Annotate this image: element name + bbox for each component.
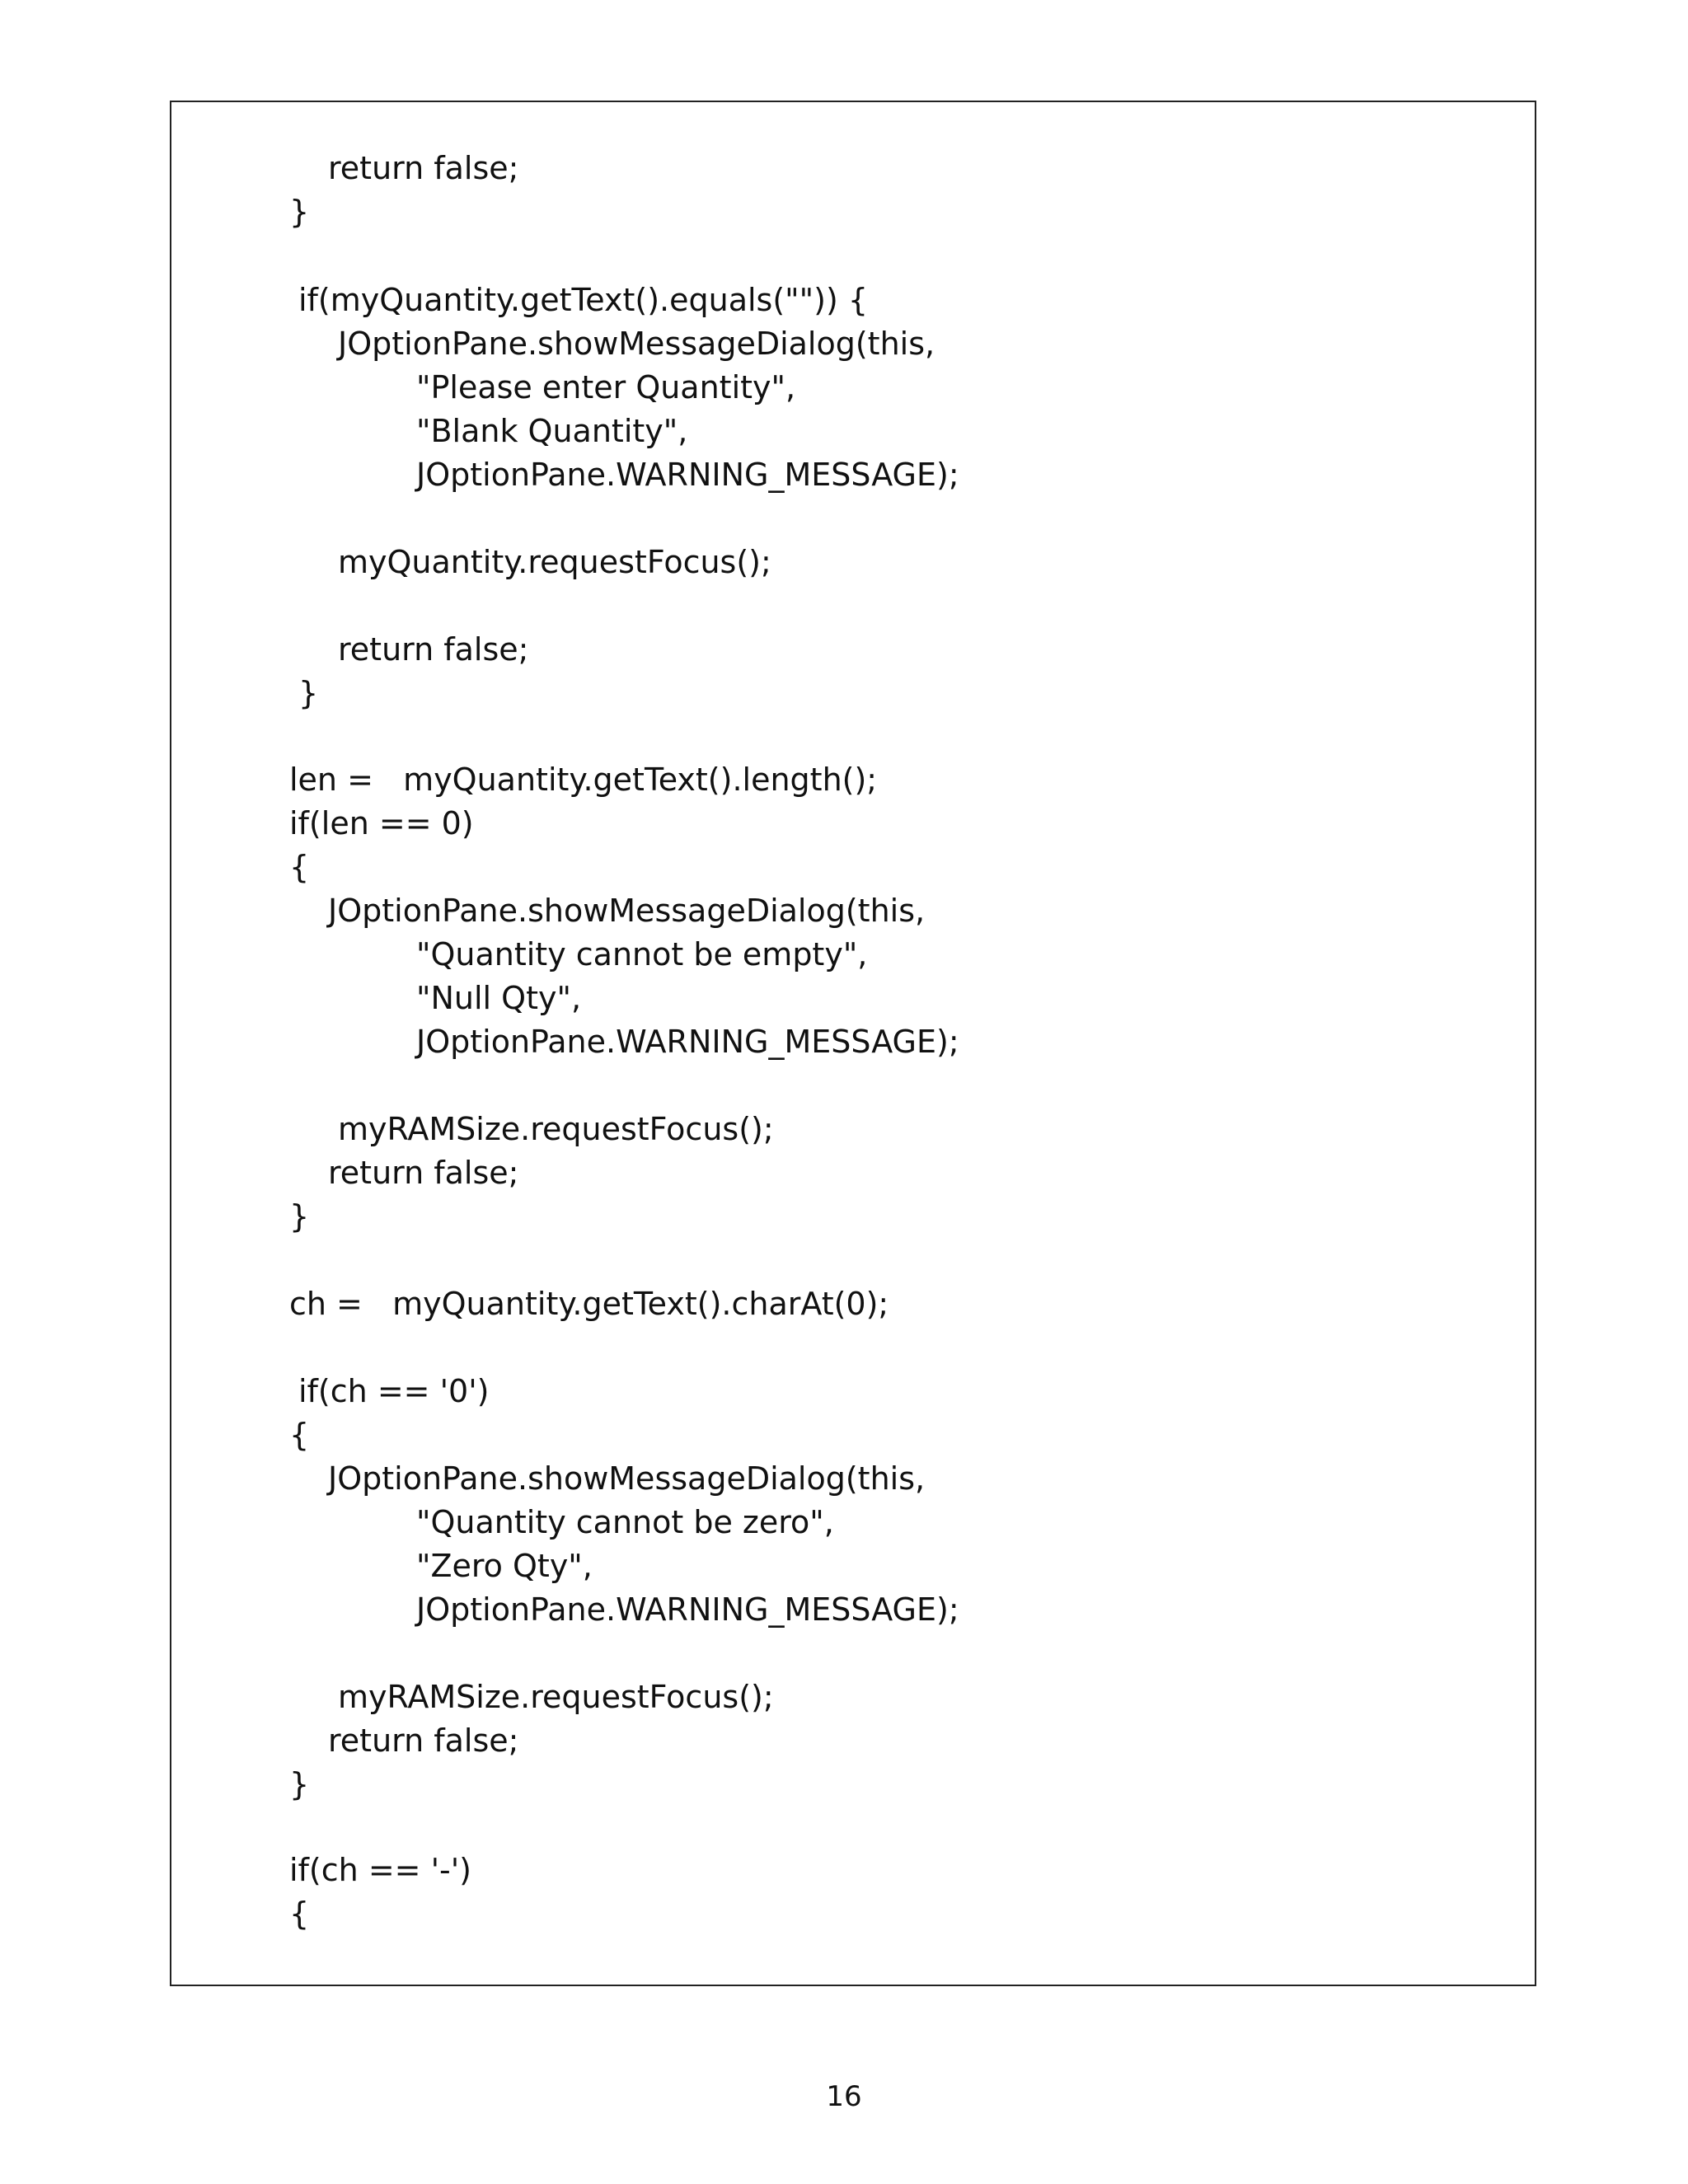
code-line-20: } (289, 1198, 310, 1235)
code-line-12: if(len == 0) (289, 805, 474, 841)
code-line-30: } (289, 1766, 310, 1802)
code-line-5: "Please enter Quantity", (416, 369, 796, 405)
code-line-16: "Null Qty", (416, 980, 582, 1016)
code-line-28: myRAMSize.requestFocus(); (338, 1679, 774, 1715)
code-line-21: ch = myQuantity.getText().charAt(0); (289, 1286, 889, 1322)
code-line-13: { (289, 849, 310, 885)
code-line-32: { (289, 1896, 310, 1932)
code-line-7: JOptionPane.WARNING_MESSAGE); (416, 457, 959, 493)
code-line-24: JOptionPane.showMessageDialog(this, (328, 1460, 926, 1497)
code-line-23: { (289, 1417, 310, 1453)
code-line-29: return false; (328, 1722, 519, 1759)
code-line-15: "Quantity cannot be empty", (416, 936, 868, 972)
code-line-10: } (298, 675, 319, 711)
code-line-9: return false; (338, 631, 529, 668)
code-line-17: JOptionPane.WARNING_MESSAGE); (416, 1024, 959, 1060)
code-line-19: return false; (328, 1155, 519, 1191)
code-line-18: myRAMSize.requestFocus(); (338, 1111, 774, 1147)
code-line-8: myQuantity.requestFocus(); (338, 544, 771, 580)
code-line-3: if(myQuantity.getText().equals("")) { (298, 282, 869, 318)
code-line-4: JOptionPane.showMessageDialog(this, (338, 326, 935, 362)
code-line-2: } (289, 194, 310, 230)
page-number: 16 (826, 2080, 862, 2113)
code-line-14: JOptionPane.showMessageDialog(this, (328, 893, 926, 929)
code-line-25: "Quantity cannot be zero", (416, 1504, 834, 1540)
code-line-6: "Blank Quantity", (416, 413, 688, 449)
code-line-31: if(ch == '-') (289, 1852, 472, 1888)
code-line-27: JOptionPane.WARNING_MESSAGE); (416, 1591, 959, 1628)
code-line-1: return false; (328, 150, 519, 186)
code-line-11: len = myQuantity.getText().length(); (289, 762, 878, 798)
code-line-22: if(ch == '0') (298, 1373, 490, 1409)
code-line-26: "Zero Qty", (416, 1548, 593, 1584)
